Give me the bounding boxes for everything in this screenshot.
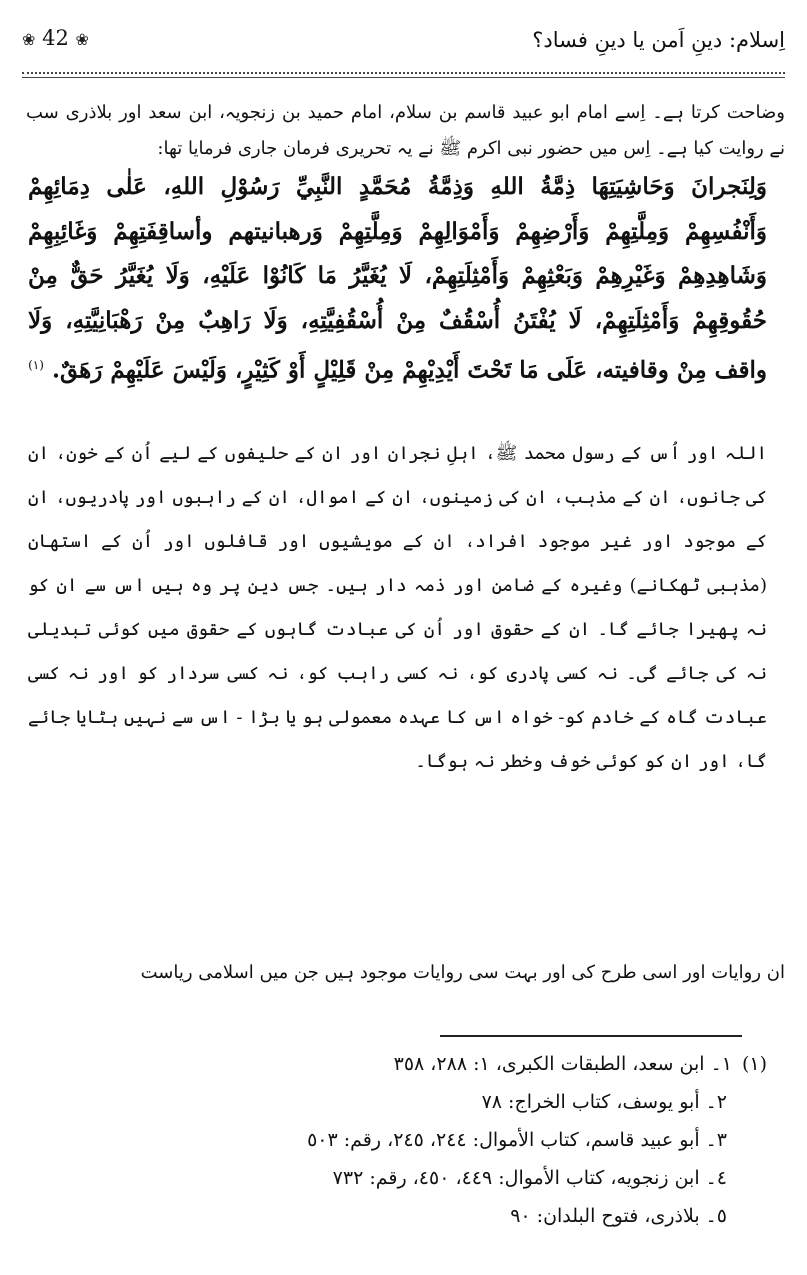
footnote-reference: (١) bbox=[28, 358, 44, 372]
footnote-item: ٢۔ أبو يوسف، كتاب الخراج: ٧٨ bbox=[481, 1091, 727, 1113]
footnote-separator bbox=[440, 1035, 742, 1037]
closing-paragraph: ان روایات اور اسی طرح کی اور بہت سی روایات موجود ہیں جن میں اسلامی ریاست bbox=[140, 962, 785, 983]
flower-ornament-icon: ❀ bbox=[75, 30, 89, 49]
flower-ornament-icon: ❀ bbox=[22, 30, 36, 49]
footnote-item: ٣۔ أبو عبيد قاسم، كتاب الأموال: ٢٤٤، ٢٤٥، رقم: ٥٠٣ bbox=[307, 1129, 727, 1151]
footnote-marker: (١) bbox=[741, 1053, 767, 1075]
footnote-item: ٥۔ بلاذری، فتوح البلدان: ٩٠ bbox=[510, 1205, 727, 1227]
footnotes bbox=[47, 1045, 767, 1235]
arabic-text: وَلِنَجرانَ وَحَاشِيَتِهَا ذِمَّةُ اللهِ وَذِمَّةُ مُحَمَّدٍ النَّبِيِّ رَسُوْلِ اللهِ، عَلٰى دِمَائِهِمْ وَأَنْفُسِهِمْ وَمِلَّتِهِمْ وَأَرْضِهِمْ وَأَمْوَالِهِمْ وَمِلَّتِهِمْ وَرهبانيتهم وأساقِفَتِهِمْ وَغَائِبِهِمْ وَشَاهِدِهِمْ وَغَيْرِهِمْ وَبَعْثِهِمْ وَأَمْثِلَتِهِمْ، لَا يُغَيَّرُ مَا كَانُوْا عَلَيْهِ، وَلَا يُغَيَّرُ حَقٌّ مِنْ حُقُوقِهِمْ وَأَمْثِلَتِهِمْ، لَا يُفْتَنُ أُسْقُفٌ مِنْ أُسْقُفِيَّتِهِ، وَلَا رَاهِبٌ مِنْ رَهْبَانِيَّتِهِ، وَلَا واقف مِنْ وقافيته، عَلَى مَا تَحْتَ أَيْدِيْهِمْ مِنْ قَلِيْلٍ أَوْ كَثِيْرٍ، وَلَيْسَ عَلَيْهِمْ رَهَقٌ. bbox=[28, 173, 767, 384]
translation-paragraph: اللہ اور اُس کے رسول محمد ﷺ، اہلِ نجران اور ان کے حلیفوں کے لیے اُن کے خون، ان کی جانوں، ان کے مذہب، ان کی زمینوں، ان کے اموال، ان کے راہبوں اور پادریوں، ان کے موجود اور غیر موجود افراد، ان کے مویشیوں اور قافلوں اور اُن کے استھان (مذہبی ٹھکانے) وغیرہ کے ضامن اور ذمہ دار ہیں۔ جس دین پر وہ ہیں اس سے ان کو نہ پھیرا جائے گا۔ ان کے حقوق اور اُن کی عبادت گاہوں کے حقوق میں کوئی تبدیلی نہ کی جائے گی۔ نہ کسی پادری کو، نہ کسی راہب کو، نہ کسی سردار کو اور نہ کسی عبادت گاہ کے خادم کو- خواہ اس کا عہدہ معمولی ہو یا بڑا - اس سے نہیں ہٹایا جائے گا، اور ان کو کوئی خوف وخطر نہ ہوگا۔ bbox=[28, 443, 767, 772]
footnote-item: (١)١۔ ابن سعد، الطبقات الكبرى، ١: ٢٨٨، ٣٥٨ bbox=[47, 1045, 767, 1083]
header-solid-rule bbox=[22, 77, 785, 78]
arabic-quotation bbox=[28, 165, 767, 393]
intro-paragraph: وضاحت کرتا ہے۔ اِسے امام ابو عبید قاسم بن سلام، امام حمید بن زنجویہ، ابن سعد اور بلاذری سب نے روایت کیا ہے۔ اِس میں حضور نبی اکرم ﷺ نے یہ تحریری فرمان جاری فرمایا تھا: bbox=[26, 102, 785, 159]
footnote-item: ٤۔ ابن زنجويه، كتاب الأموال: ٤٤٩، ٤٥٠، رقم: ٧٣٢ bbox=[332, 1167, 727, 1189]
page-header bbox=[22, 22, 785, 66]
page-number: 42 bbox=[42, 26, 69, 50]
running-title: اِسلام: دینِ اَمن یا دینِ فساد؟ bbox=[532, 28, 785, 52]
header-dotted-rule bbox=[22, 72, 785, 74]
page-number-block bbox=[22, 26, 89, 50]
